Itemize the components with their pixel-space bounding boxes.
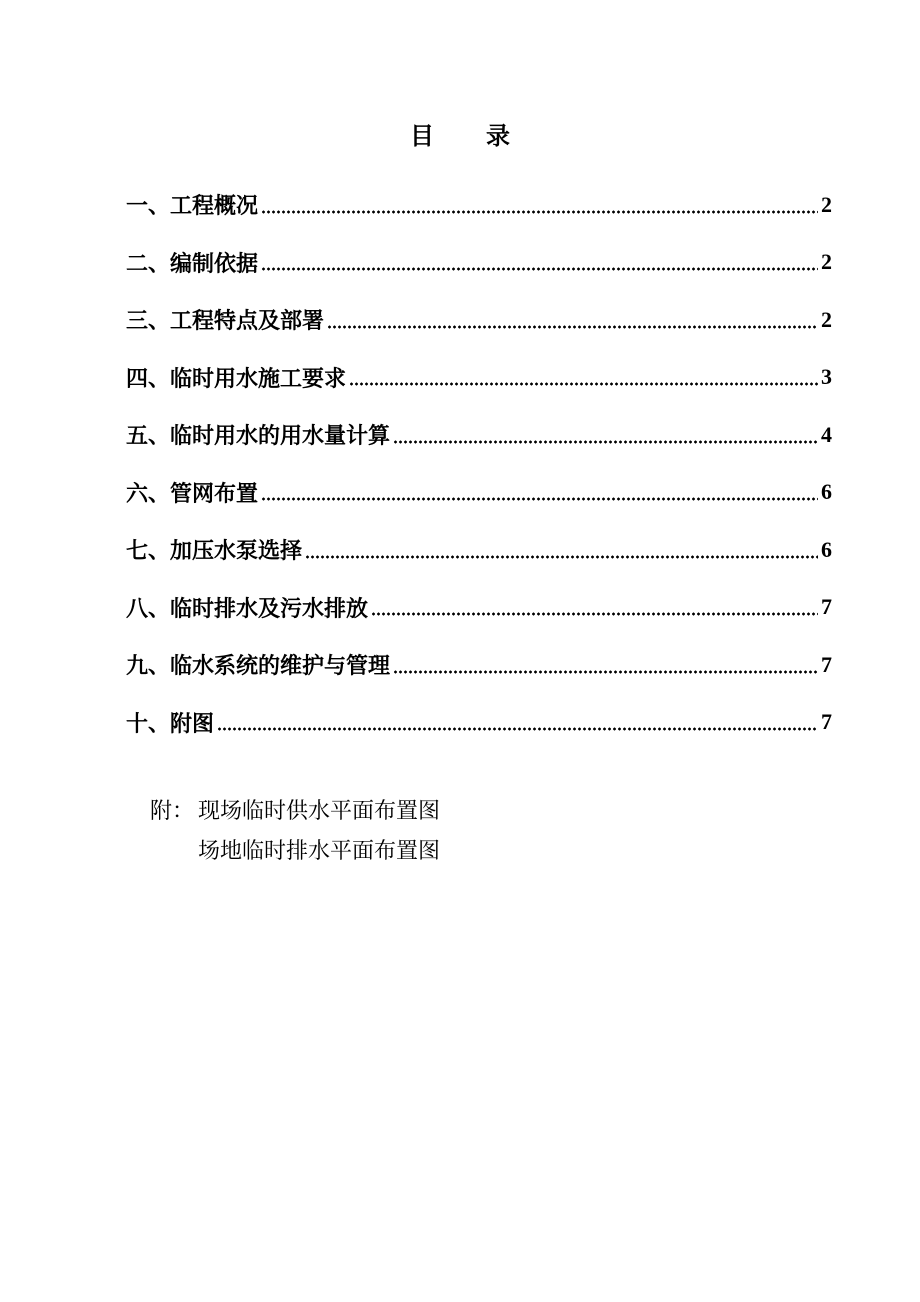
appendix-row <box>150 792 440 832</box>
toc-entry-number: 三、 <box>126 308 171 335</box>
toc-entry-page: 7 <box>821 651 832 677</box>
appendix-indent <box>150 832 198 872</box>
page-title <box>0 118 920 154</box>
toc-entry-label: 临时用水施工要求 <box>170 365 347 392</box>
toc-dot-leader <box>371 612 818 616</box>
toc-dot-leader <box>261 210 818 214</box>
toc-dot-leader <box>327 325 818 329</box>
toc-entry-label: 工程特点及部署 <box>170 308 325 335</box>
toc-entry-page: 6 <box>821 479 832 505</box>
toc-entry-label: 工程概况 <box>170 193 259 220</box>
toc-entry-number: 一、 <box>126 193 171 220</box>
toc-entry-page: 2 <box>821 249 832 275</box>
toc-dot-leader <box>261 267 818 271</box>
toc-entry-page: 4 <box>821 421 832 447</box>
toc-entry-number: 六、 <box>126 480 171 507</box>
toc-entry-page: 2 <box>821 306 832 332</box>
toc-entry[interactable] <box>126 176 832 234</box>
appendix-item: 场地临时排水平面布置图 <box>198 839 441 864</box>
toc-entry-label: 管网布置 <box>170 480 259 507</box>
toc-entry-number: 五、 <box>126 423 171 450</box>
toc-entry-label: 加压水泵选择 <box>170 538 303 565</box>
toc-entry-page: 6 <box>821 536 832 562</box>
toc-dot-leader <box>305 555 818 559</box>
toc-dot-leader <box>261 497 818 501</box>
toc-entry[interactable] <box>126 579 832 637</box>
appendix-row <box>150 832 440 872</box>
toc-entry-page: 3 <box>821 364 832 390</box>
toc-entry-page: 7 <box>821 594 832 620</box>
toc-entry-label: 临水系统的维护与管理 <box>170 653 391 680</box>
toc-entry[interactable] <box>126 234 832 292</box>
toc-entry-number: 八、 <box>126 595 171 622</box>
toc-entry-label: 临时用水的用水量计算 <box>170 423 391 450</box>
page-title-part-1: 目 <box>410 121 434 150</box>
toc-entry-number: 九、 <box>126 653 171 680</box>
toc-entry[interactable] <box>126 636 832 694</box>
toc-entry-label: 临时排水及污水排放 <box>170 595 369 622</box>
toc-entry[interactable] <box>126 291 832 349</box>
toc-dot-leader <box>349 382 818 386</box>
toc-entry-page: 7 <box>821 709 832 735</box>
toc-entry[interactable] <box>126 694 832 752</box>
table-of-contents <box>126 176 832 751</box>
toc-entry-page: 2 <box>821 191 832 217</box>
toc-entry-number: 四、 <box>126 365 171 392</box>
toc-dot-leader <box>393 670 818 674</box>
toc-entry-label: 附图 <box>170 710 215 737</box>
toc-entry-number: 七、 <box>126 538 171 565</box>
toc-dot-leader <box>217 727 818 731</box>
toc-entry[interactable] <box>126 406 832 464</box>
appendix-item: 现场临时供水平面布置图 <box>198 799 441 824</box>
page-title-part-2: 录 <box>486 121 510 150</box>
toc-entry-number: 十、 <box>126 710 171 737</box>
toc-entry[interactable] <box>126 521 832 579</box>
toc-dot-leader <box>393 440 818 444</box>
toc-entry[interactable] <box>126 464 832 522</box>
appendix-prefix: 附： <box>150 799 195 824</box>
toc-entry[interactable] <box>126 349 832 407</box>
toc-entry-number: 二、 <box>126 250 171 277</box>
appendix-list <box>150 792 440 872</box>
toc-entry-label: 编制依据 <box>170 250 259 277</box>
